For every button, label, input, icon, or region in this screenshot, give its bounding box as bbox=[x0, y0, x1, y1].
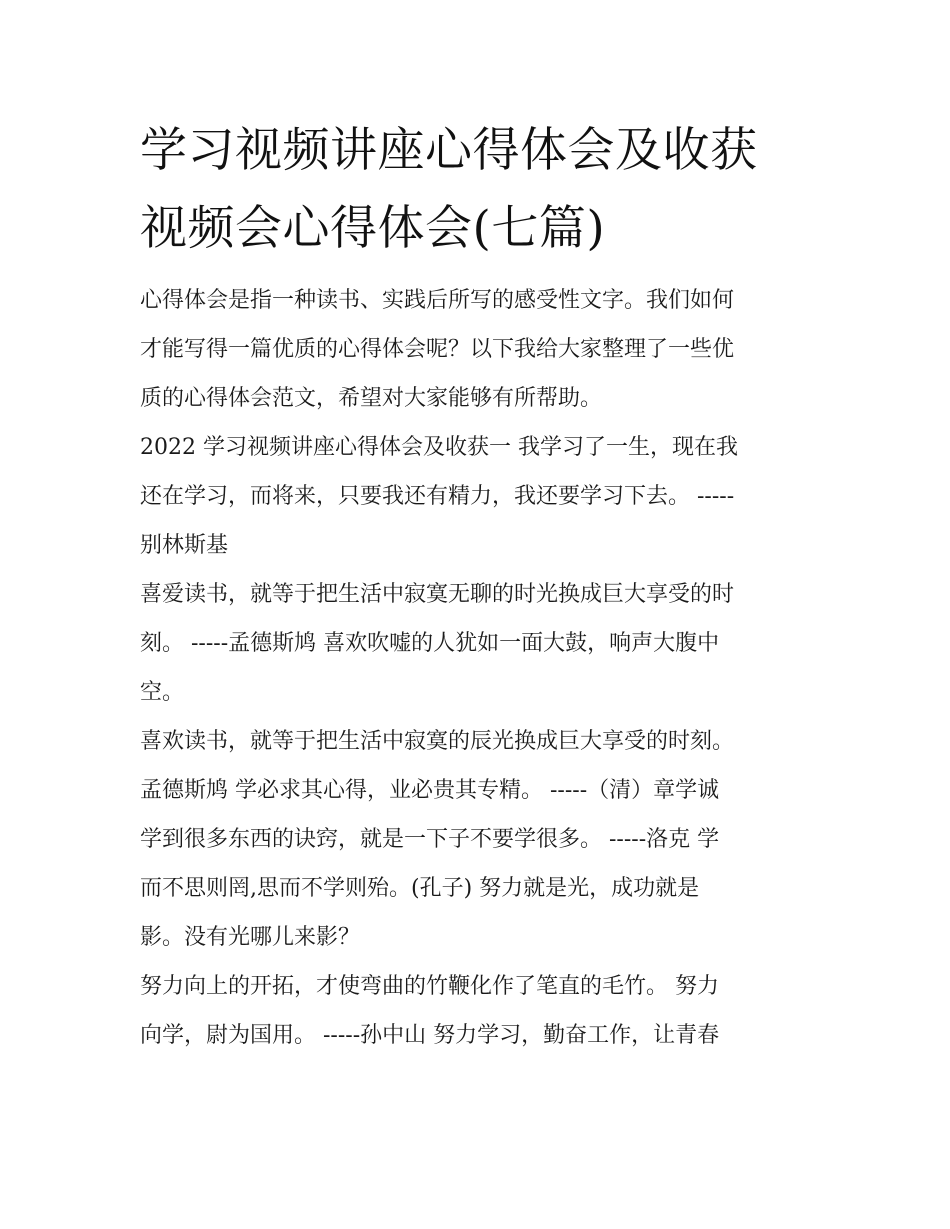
title-line-1: 学习视频讲座心得体会及收获 bbox=[140, 123, 758, 178]
paragraph-quotes-collection bbox=[140, 717, 830, 962]
text-line: 喜爱读书，就等于把生活中寂寞无聊的时光换成巨大享受的时 bbox=[140, 582, 735, 607]
paragraph-quote-montesquieu bbox=[140, 570, 830, 717]
paragraph-quote-effort bbox=[140, 962, 830, 1060]
text-line: 还在学习，而将来，只要我还有精力，我还要学习下去。 ----- bbox=[140, 484, 735, 509]
paragraph-quote-belinsky bbox=[140, 423, 830, 570]
text-line: 别林斯基 bbox=[140, 533, 229, 558]
text-line: 努力向上的开拓，才使弯曲的竹鞭化作了笔直的毛竹。 努力 bbox=[140, 974, 719, 999]
text-line: 孟德斯鸠 学必求其心得，业必贵其专精。 -----（清）章学诚 bbox=[140, 778, 720, 803]
document-body bbox=[140, 276, 830, 1060]
document-title bbox=[140, 112, 820, 268]
text-line: 2022 学习视频讲座心得体会及收获一 我学习了一生，现在我 bbox=[140, 435, 738, 460]
text-line: 学到很多东西的诀窍，就是一下子不要学很多。 -----洛克 学 bbox=[140, 827, 720, 852]
text-line: 影。没有光哪儿来影？ bbox=[140, 925, 361, 950]
text-line: 质的心得体会范文，希望对大家能够有所帮助。 bbox=[140, 386, 603, 411]
text-line: 喜欢读书，就等于把生活中寂寞的辰光换成巨大享受的时刻。 bbox=[140, 729, 735, 754]
text-line: 心得体会是指一种读书、实践后所写的感受性文字。我们如何 bbox=[140, 288, 735, 313]
text-line: 刻。 -----孟德斯鸠 喜欢吹嘘的人犹如一面大鼓，响声大腹中 bbox=[140, 631, 720, 656]
text-line: 而不思则罔,思而不学则殆。(孔子) 努力就是光，成功就是 bbox=[140, 876, 700, 901]
title-line-2: 视频会心得体会(七篇) bbox=[140, 201, 606, 256]
text-line: 空。 bbox=[140, 680, 185, 705]
text-line: 向学，尉为国用。 -----孙中山 努力学习，勤奋工作，让青春 bbox=[140, 1023, 720, 1048]
text-line: 才能写得一篇优质的心得体会呢？以下我给大家整理了一些优 bbox=[140, 337, 735, 362]
paragraph-intro bbox=[140, 276, 830, 423]
